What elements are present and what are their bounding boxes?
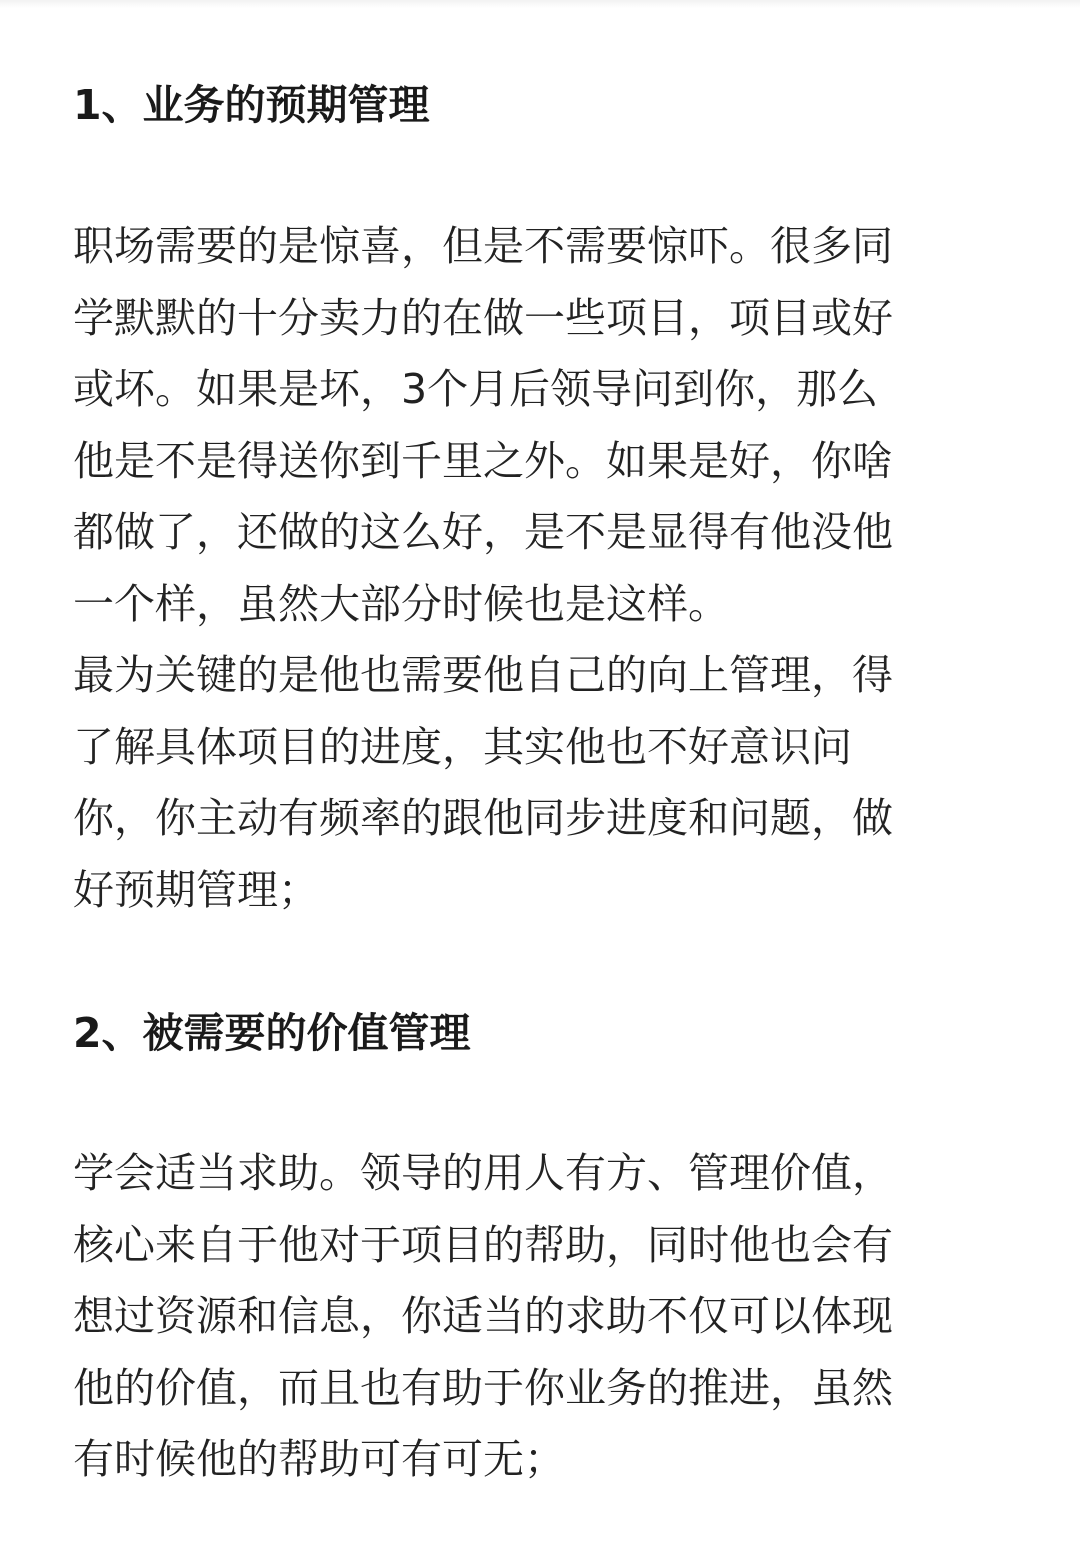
text-line: 学会适当求助。领导的用人有方、管理价值， [73, 1149, 893, 1197]
text-line: 职场需要的是惊喜，但是不需要惊吓。很多同 [73, 222, 893, 270]
text-line: 核心来自于他对于项目的帮助，同时他也会有 [73, 1220, 893, 1269]
text-line: 一个样，虽然大部分时候也是这样。 [73, 579, 729, 628]
text-line: 想过资源和信息，你适当的求助不仅可以体现 [73, 1292, 893, 1340]
section-paragraph-value-management [73, 1138, 1008, 1496]
text-line: 好预期管理； [73, 865, 319, 914]
section-heading-value-management: 2、被需要的价值管理 [73, 1009, 471, 1057]
top-edge-shadow [0, 0, 1080, 8]
section-heading-expectation-management: 1、业务的预期管理 [73, 81, 430, 129]
text-line: 他的价值，而且也有助于你业务的推进，虽然 [73, 1363, 893, 1412]
text-line: 了解具体项目的进度，其实他也不好意识问 [73, 722, 852, 771]
text-line: 有时候他的帮助可有可无； [73, 1435, 565, 1483]
text-line: 学默默的十分卖力的在做一些项目，项目或好 [73, 293, 893, 342]
text-line: 你，你主动有频率的跟他同步进度和问题，做 [73, 794, 893, 842]
text-line: 最为关键的是他也需要他自己的向上管理，得 [73, 651, 893, 699]
section-paragraph-expectation-management [73, 211, 1008, 926]
text-line: 都做了，还做的这么好，是不是显得有他没他 [73, 508, 893, 556]
text-line: 或坏。如果是坏，3个月后领导问到你，那么 [73, 365, 879, 413]
text-line: 他是不是得送你到千里之外。如果是好，你啥 [73, 436, 893, 485]
